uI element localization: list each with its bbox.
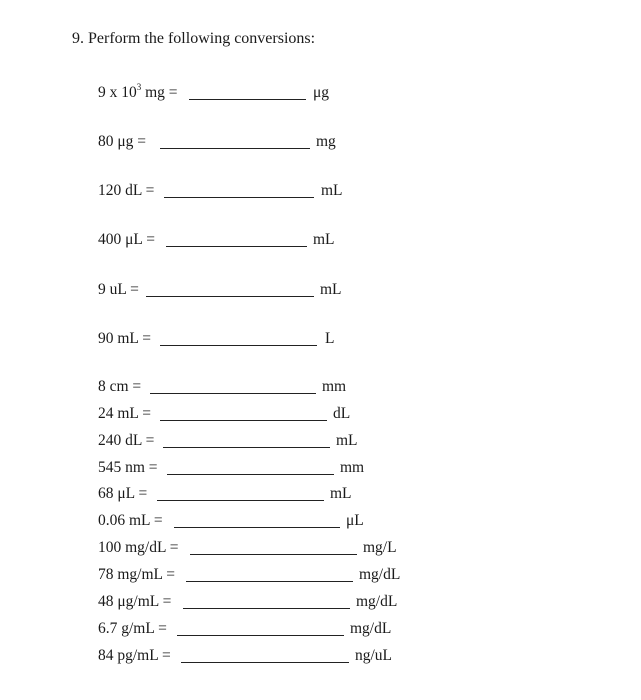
answer-blank[interactable] — [167, 474, 334, 475]
target-unit: dL — [333, 405, 351, 422]
conversion-row — [0, 405, 641, 425]
target-unit: μg — [313, 84, 330, 101]
conversion-expression: 68 μL = — [98, 485, 148, 502]
conversion-row — [0, 512, 641, 532]
conversion-row — [0, 566, 641, 586]
target-unit: mg/dL — [359, 566, 401, 583]
answer-blank[interactable] — [146, 296, 314, 297]
answer-blank[interactable] — [166, 246, 307, 247]
target-unit: mL — [313, 231, 335, 248]
conversion-expression: 545 nm = — [98, 459, 158, 476]
conversion-row — [0, 620, 641, 640]
answer-blank[interactable] — [163, 447, 330, 448]
conversion-row — [0, 231, 641, 251]
answer-blank[interactable] — [160, 345, 317, 346]
answer-blank[interactable] — [157, 500, 324, 501]
conversion-row — [0, 593, 641, 613]
target-unit: L — [325, 330, 335, 347]
answer-blank[interactable] — [189, 99, 306, 100]
answer-blank[interactable] — [186, 581, 353, 582]
conversion-row — [0, 647, 641, 667]
target-unit: mg — [316, 133, 336, 150]
target-unit: ng/uL — [355, 647, 393, 664]
conversion-expression: 84 pg/mL = — [98, 647, 171, 664]
target-unit: mm — [340, 459, 365, 476]
conversion-expression: 9 uL = — [98, 281, 139, 298]
conversion-expression: 80 μg = — [98, 133, 147, 150]
conversion-expression: 48 μg/mL = — [98, 593, 172, 610]
conversion-row — [0, 485, 641, 505]
target-unit: μL — [346, 512, 364, 529]
target-unit: mL — [330, 485, 352, 502]
conversion-expression: 120 dL = — [98, 182, 155, 199]
conversion-expression: 6.7 g/mL = — [98, 620, 167, 637]
conversion-row — [0, 378, 641, 398]
answer-blank[interactable] — [190, 554, 357, 555]
target-unit: mm — [322, 378, 347, 395]
conversion-expression: 8 cm = — [98, 378, 142, 395]
conversion-row — [0, 539, 641, 559]
conversion-expression: 100 mg/dL = — [98, 539, 179, 556]
conversion-expression: 24 mL = — [98, 405, 151, 422]
conversion-row — [0, 281, 641, 301]
target-unit: mL — [321, 182, 343, 199]
answer-blank[interactable] — [160, 148, 310, 149]
conversion-row — [0, 330, 641, 350]
answer-blank[interactable] — [150, 393, 316, 394]
conversion-expression: 400 μL = — [98, 231, 155, 248]
exponent: 3 — [136, 82, 142, 92]
answer-blank[interactable] — [177, 635, 344, 636]
answer-blank[interactable] — [164, 197, 314, 198]
conversion-expression: 78 mg/mL = — [98, 566, 176, 583]
target-unit: mL — [336, 432, 358, 449]
target-unit: mL — [320, 281, 342, 298]
conversion-row — [0, 84, 641, 104]
answer-blank[interactable] — [174, 527, 340, 528]
conversion-row — [0, 432, 641, 452]
conversion-expression: 9 x $10^3$ mg = — [98, 82, 178, 101]
conversion-expression: 0.06 mL = — [98, 512, 163, 529]
target-unit: mg/dL — [356, 593, 398, 610]
conversion-row — [0, 133, 641, 153]
target-unit: mg/L — [363, 539, 397, 556]
conversion-expression: 90 mL = — [98, 330, 151, 347]
conversion-row — [0, 459, 641, 479]
answer-blank[interactable] — [183, 608, 350, 609]
target-unit: mg/dL — [350, 620, 392, 637]
conversion-expression: 240 dL = — [98, 432, 155, 449]
problem-heading: 9. Perform the following conversions: — [72, 30, 316, 47]
conversion-row — [0, 182, 641, 202]
answer-blank[interactable] — [160, 420, 327, 421]
answer-blank[interactable] — [181, 662, 349, 663]
